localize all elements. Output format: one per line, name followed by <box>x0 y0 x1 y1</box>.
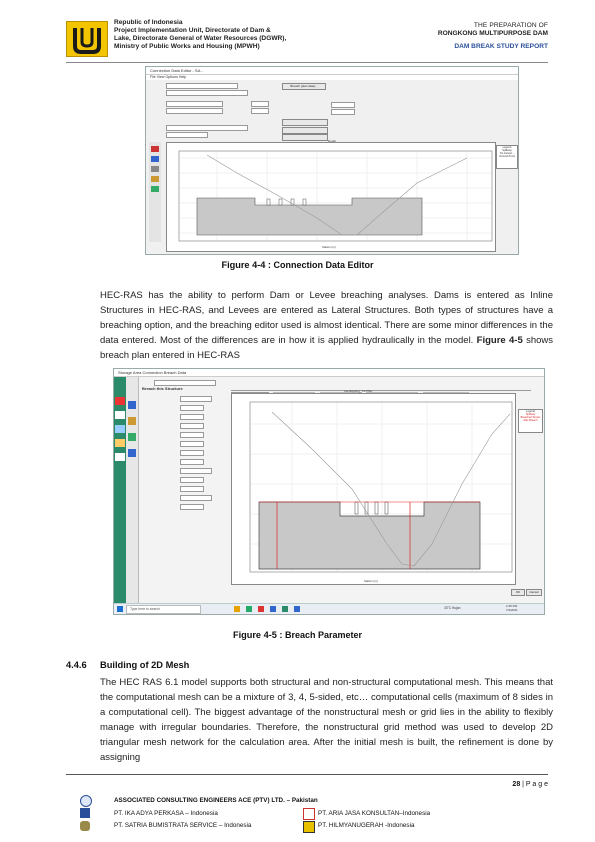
figure-4-5-caption <box>0 630 595 640</box>
structure-type-field[interactable] <box>166 125 248 131</box>
culvert-button[interactable] <box>282 127 328 134</box>
description-field[interactable] <box>166 90 248 96</box>
caption-number: Figure 4-5 : <box>232 630 283 640</box>
breach-plot-title: overtopping_Txt Plan <box>344 389 373 393</box>
figure-reference: Figure 4-5 <box>476 335 523 346</box>
legend-item: Legend <box>526 410 535 413</box>
app-icon[interactable] <box>270 606 276 612</box>
footer-partner: PT. IKA ADYA PERKASA – Indonesia <box>114 810 218 817</box>
caption-number: Figure 4-4 : <box>221 260 271 270</box>
cancel-button[interactable]: Cancel <box>526 589 542 596</box>
breach-tabs <box>231 385 531 391</box>
breach-weir-coef-field[interactable] <box>180 450 204 456</box>
weir-coef-field[interactable] <box>331 109 355 115</box>
window-title: Storage Area Connection Breach Data <box>114 369 544 377</box>
connection-editor-screenshot <box>145 66 519 255</box>
gates-button[interactable] <box>282 119 328 126</box>
ace-logo-icon <box>80 795 92 807</box>
footer-partner: PT. ARIA JASA KONSULTAN–Indonesia <box>318 810 431 817</box>
legend-item: Spillway <box>502 149 512 152</box>
set-profile-button[interactable] <box>282 134 328 141</box>
footer-divider <box>66 774 548 775</box>
page-label: | P a g e <box>522 781 548 788</box>
hilmy-logo-icon <box>303 821 315 833</box>
header-line: Republic of Indonesia <box>114 19 183 26</box>
initial-piping-elev-field[interactable] <box>180 486 204 492</box>
section-number: 4.4.6 <box>66 660 87 670</box>
breach-legend <box>518 409 543 433</box>
breach-plot <box>231 393 516 585</box>
plot-title: Dodol <box>328 139 336 143</box>
formation-time-field[interactable] <box>180 459 204 465</box>
caption-text: Connection Data Editor <box>273 260 374 270</box>
left-side-slope-field[interactable] <box>180 432 204 438</box>
taskbar-time: 2:45 PM <box>506 604 518 608</box>
header-project-line1: THE PREPARATION OF <box>473 22 548 29</box>
footer-partner: PT. SATRIA BUMISTRATA SERVICE – Indonesia <box>114 822 252 829</box>
taskbar-date: 7/4/2021 <box>506 608 518 612</box>
paragraph-text: HEC-RAS has the ability to perform Dam or Levee breaching analyses. Dams is entered as Inline Structures in HEC-RAS, and Levees are entered as Lateral Structures. Both types of structures have a breaching option, and the breaching editor used is almost identical. There are some minor differences in the data entered. Most of the differences are in how it is applied hydraulically in the model. <box>100 290 553 346</box>
x-axis-label: Station (m) <box>364 579 378 583</box>
start-icon[interactable] <box>117 606 123 612</box>
final-bottom-width-field[interactable] <box>180 414 204 420</box>
tool-strip <box>149 142 161 242</box>
legend-item: Breached Terrain <box>520 416 541 419</box>
window-title: Connection Data Editor - SA... <box>146 67 518 75</box>
caption-text: Breach Parameter <box>285 630 363 640</box>
explorer-icon[interactable] <box>234 606 240 612</box>
footer-main-consultant: ASSOCIATED CONSULTING ENGINEERS ACE (PTV) LTD. – Pakistan <box>114 797 318 804</box>
starting-ws-field[interactable] <box>180 504 204 510</box>
paragraph-text-end: shows breach plan entered in HEC-RAS <box>100 335 553 361</box>
connection-field[interactable] <box>166 83 238 89</box>
x-axis-label: Station (m) <box>322 245 336 249</box>
center-station-field[interactable] <box>180 405 204 411</box>
header-left <box>114 19 286 51</box>
breach-svg <box>232 394 515 584</box>
header-project-line2: RONGKONG MULTIPURPOSE DAM <box>437 30 548 37</box>
header-line: Ministry of Public Works and Housing (MPWH) <box>114 43 260 50</box>
profile-plot <box>166 142 496 252</box>
app-icon[interactable] <box>246 606 252 612</box>
breach-parameter-panel <box>142 393 222 513</box>
mpwh-logo <box>66 21 108 57</box>
plot-legend <box>496 145 518 169</box>
footer-partner: PT. HILMYANUGERAH -Indonesia <box>318 822 415 829</box>
breach-section-title: Breach this Structure <box>142 386 183 391</box>
breach-paragraph <box>100 288 553 363</box>
header-right <box>438 22 548 51</box>
menu-bar: File View Options Help <box>146 75 518 80</box>
header-divider <box>66 62 548 63</box>
legend-item: Tie Culvert... <box>499 152 515 155</box>
header-line: Project Implementation Unit, Directorate of Dam & <box>114 27 271 34</box>
sbs-logo-icon <box>80 821 90 831</box>
header-report-title: DAM BREAK STUDY REPORT <box>454 43 548 50</box>
ok-button[interactable]: OK <box>511 589 525 596</box>
to-field[interactable] <box>166 108 223 114</box>
legend-item: Spillway <box>525 413 536 416</box>
from-field[interactable] <box>166 101 223 107</box>
app-side-strip <box>114 377 126 604</box>
app-icon[interactable] <box>258 606 264 612</box>
piping-coef-field[interactable] <box>180 477 204 483</box>
weir-length-field[interactable] <box>331 102 355 108</box>
breach-editor-screenshot <box>113 368 545 615</box>
tool-strip <box>126 377 139 604</box>
app-icon[interactable] <box>294 606 300 612</box>
taskbar-weather: 33°C Hujan <box>444 606 461 610</box>
breach-method-field[interactable] <box>180 396 212 402</box>
mesh-paragraph: The HEC RAS 6.1 model supports both structural and non-structural computational mesh. This means that the computational mesh can be a mixture of 3, 4, 5-sided, etc… computational cells (maximum of 8 sides in a computational cell). The biggest advantage of the nonstructural mesh or grid lies in the ability to flexibly manage with irregular boundaries. Therefore, the nonstructural grid method was used to develop 2D triangular mesh network for the calculation area. After the initial mesh is built, the refinement is done by assigning <box>100 677 553 763</box>
aria-logo-icon <box>303 808 315 820</box>
ika-logo-icon <box>80 808 90 818</box>
profile-svg <box>167 143 495 251</box>
app-icon[interactable] <box>282 606 288 612</box>
section-title: Building of 2D Mesh <box>100 660 190 670</box>
legend-item: Max Breach <box>523 419 538 422</box>
failure-mode-field[interactable] <box>180 468 212 474</box>
to-elev-field[interactable] <box>251 108 269 114</box>
legend-item: Legend <box>502 146 512 149</box>
flow-option-field[interactable] <box>166 132 208 138</box>
page-number <box>512 781 548 788</box>
right-side-slope-field[interactable] <box>180 441 204 447</box>
page-number-value: 28 <box>512 781 521 788</box>
trigger-failure-field[interactable] <box>180 495 212 501</box>
header-line: Lake, Directorate General of Water Resources (DGWR), <box>114 35 287 42</box>
final-bottom-elevation-field[interactable] <box>180 423 204 429</box>
windows-taskbar <box>114 603 544 614</box>
figure-4-4-caption <box>0 260 595 270</box>
breach-plan-button[interactable]: Breach (plan data)... <box>282 83 326 90</box>
legend-item: Ground Pond <box>499 155 515 158</box>
taskbar-search[interactable]: Type here to search <box>126 605 201 614</box>
from-elev-field[interactable] <box>251 101 269 107</box>
